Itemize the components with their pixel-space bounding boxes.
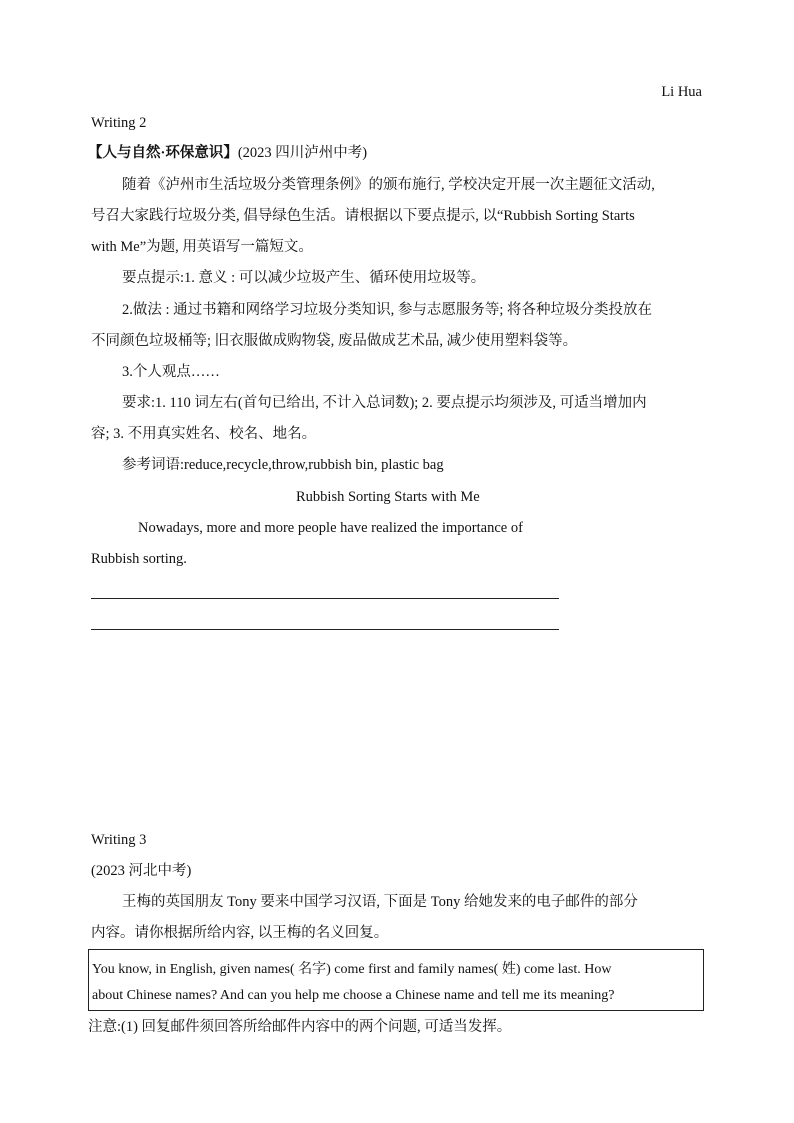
answer-line-1 [91, 598, 559, 599]
essay-line-1: Nowadays, more and more people have realized the importance of [138, 520, 523, 536]
essay-title: Rubbish Sorting Starts with Me [296, 489, 480, 505]
writing-3-source: (2023 河北中考) [91, 863, 192, 879]
email-line-2: about Chinese names? And can you help me choose a Chinese name and tell me its meaning? [92, 988, 615, 1003]
writing-2-tag [88, 145, 367, 162]
writing-3-intro-line-2: 内容。请你根据所给内容, 以王梅的名义回复。 [91, 925, 389, 941]
writing-2-vocabulary: 参考词语:reduce,recycle,throw,rubbish bin, plastic bag [122, 457, 444, 473]
writing-2-intro-line-1: 随着《泸州市生活垃圾分类管理条例》的颁布施行, 学校决定开展一次主题征文活动, [122, 177, 655, 193]
writing-2-tag-source: (2023 四川泸州中考) [237, 145, 368, 161]
writing-2-point-3: 3.个人观点…… [122, 364, 220, 380]
author-name: Li Hua [661, 84, 702, 100]
email-excerpt-box [88, 949, 704, 1011]
answer-line-2 [91, 629, 559, 630]
writing-3-note: 注意:(1) 回复邮件须回答所给邮件内容中的两个问题, 可适当发挥。 [88, 1019, 512, 1035]
writing-2-heading: Writing 2 [91, 115, 147, 131]
writing-2-requirement-1: 要求:1. 110 词左右(首句已给出, 不计入总词数); 2. 要点提示均须涉及, 可适当增加内 [122, 395, 647, 411]
writing-2-point-2b: 不同颜色垃圾桶等; 旧衣服做成购物袋, 废品做成艺术品, 减少使用塑料袋等。 [91, 333, 578, 349]
writing-2-intro-line-2: 号召大家践行垃圾分类, 倡导绿色生活。请根据以下要点提示, 以“Rubbish Sorting Starts [91, 208, 635, 224]
writing-3-heading: Writing 3 [91, 832, 147, 848]
writing-2-point-1: 要点提示:1. 意义 : 可以减少垃圾产生、循环使用垃圾等。 [122, 270, 486, 286]
writing-2-tag-theme: 【人与自然·环保意识】 [88, 145, 238, 161]
writing-2-intro-line-3: with Me”为题, 用英语写一篇短文。 [91, 239, 313, 255]
essay-line-2: Rubbish sorting. [91, 551, 187, 567]
email-line-1: You know, in English, given names( 名字) come first and family names( 姓) come last. How [92, 962, 612, 977]
writing-2-point-2a: 2.做法 : 通过书籍和网络学习垃圾分类知识, 参与志愿服务等; 将各种垃圾分类投放在 [122, 302, 653, 318]
writing-2-requirement-2: 容; 3. 不用真实姓名、校名、地名。 [91, 426, 317, 442]
writing-3-intro-line-1: 王梅的英国朋友 Tony 要来中国学习汉语, 下面是 Tony 给她发来的电子邮件的部分 [122, 894, 638, 910]
